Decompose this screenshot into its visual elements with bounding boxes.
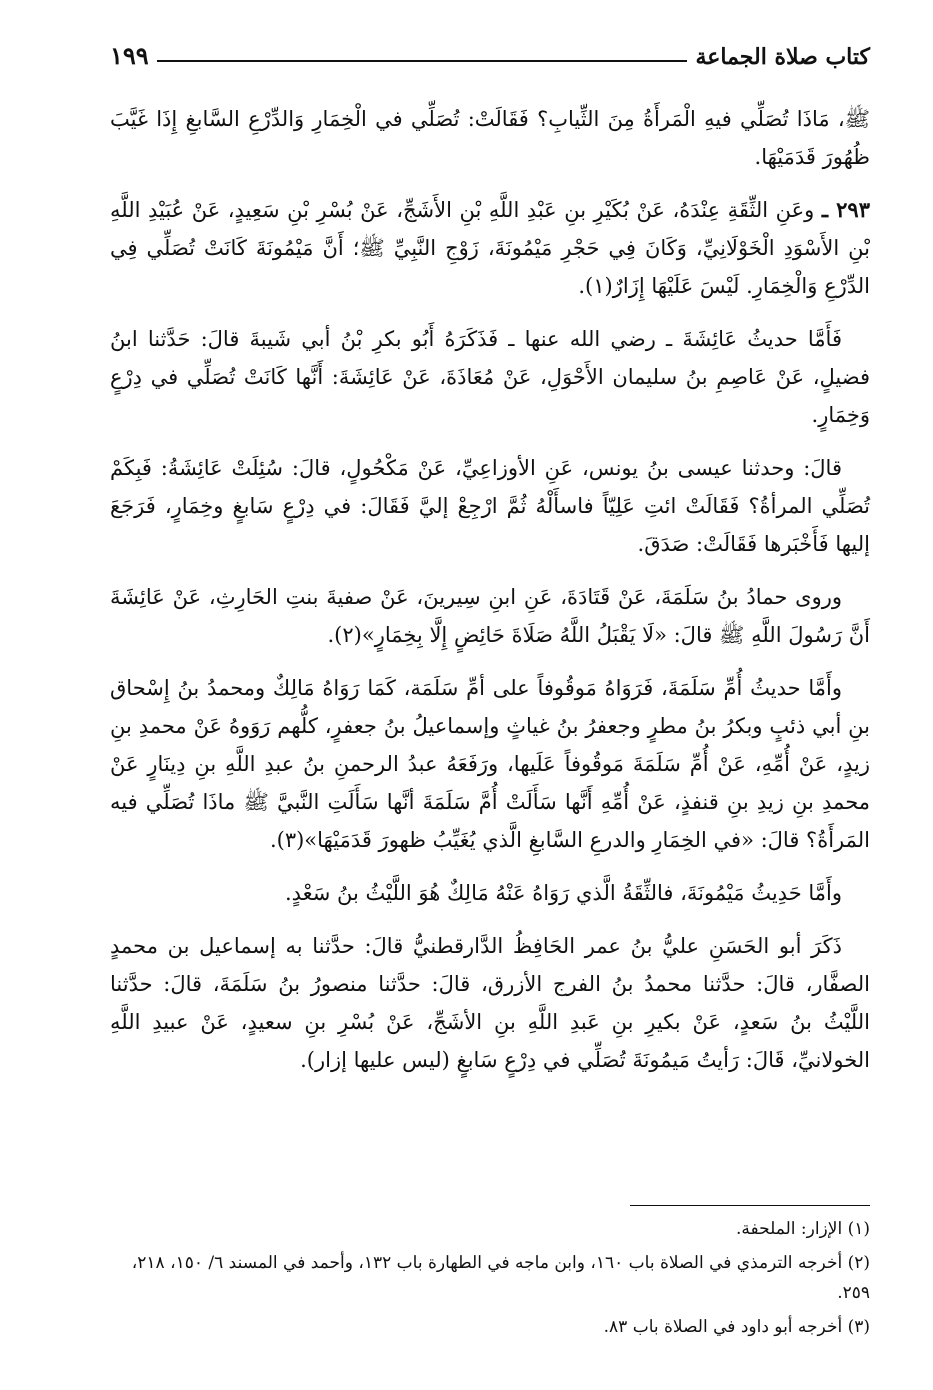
paragraph-3: فَأَمَّا حديثُ عَائِشَةَ ـ رضي الله عنها ـ فَذَكَرَهُ أَبُو بكرِ بْنُ أبي شَيبةَ قالَ: حَدَّثنا ابنُ فضيلٍ، عَنْ عَاصِمِ بنُ سليمان الأَحْوَلِ، عَنْ مُعَاذَةَ، عَنْ عَائِشَةَ: أَنَّها كَانَتْ تُصَلِّي في دِرْعٍ وَخِمَارٍ. — [110, 327, 870, 427]
main-text — [110, 100, 870, 1094]
paragraph-8: ذَكَرَ أبو الحَسَنِ عليُّ بنُ عمر الحَافِظُ الدَّارقطنيُّ قالَ: حدَّثنا به إسماعيل بن محمدٍ الصفَّار، قالَ: حدَّثنا محمدُ بنُ الفرج الأزرق، قالَ: حدَّثنا منصورُ بنُ سَلَمَةَ، قالَ: حدَّثنا اللَّيْثُ بنُ سَعدٍ، عَنْ بكيرِ بنِ عَبدِ اللَّهِ بنِ الأشَجِّ، عَنْ بُسْرِ بنِ سعيدٍ، عَنْ عبيدِ اللَّهِ الخولانيِّ، قَالَ: رَأيتُ مَيمُونَةَ تُصَلِّي في دِرْعٍ سَابغٍ (ليس عليها إزار). — [110, 934, 870, 1072]
paragraph-hadith-293 — [110, 191, 870, 305]
footnotes — [110, 1205, 870, 1346]
paragraph-7: وأَمَّا حَدِيثُ مَيْمُونَةَ، فالثِّقَةُ الَّذي رَوَاهُ عَنْهُ مَالِكٌ هُوَ اللَّيْثُ بنُ سَعْدٍ. — [284, 881, 842, 905]
header-rule — [157, 60, 688, 62]
paragraph-6: وأَمَّا حديثُ أُمِّ سَلَمَةَ، فَرَوَاهُ مَوقُوفاً على أمِّ سَلَمَة، كَمَا رَوَاهُ مَالِكٌ ومحمدُ بنُ إِسْحاق بنِ أبي ذئبٍ وبكرُ بنُ مطرٍ وجعفرُ بنُ غياثٍ وإسماعيلُ بنُ جعفرٍ، كلُّهم رَوَوهُ عَنْ محمدِ بنِ زيدٍ، عَنْ أُمِّهِ، عَنْ أُمِّ سَلَمَةَ مَوقُوفاً عَلَيها، ورَفَعَهُ عبدُ الرحمنِ بنُ عبدِ اللَّهِ بنِ دِينَارٍ عَنْ محمدِ بنِ زيدِ بنِ قنفذٍ، عَنْ أُمِّهِ أَنَّها سَأَلَتْ أُمَّ سَلَمَةَ أنَّها سَأَلَتِ النَّبيَّ ﷺ ماذَا تُصَلِّي فيه المَرأَةُ؟ قالَ: «في الخِمَارِ والدرعِ السَّابغِ الَّذي يُغَيِّبُ ظهورَ قَدَمَيْهَا»(٣). — [110, 676, 870, 852]
hadith-text: وعَنِ الثِّقَةِ عِنْدَهُ، عَنْ بُكَيْرِ بنِ عَبْدِ اللَّهِ بْنِ الأَشَجِّ، عَنْ بُسْرِ بْنِ سَعِيدٍ، عَنْ عُبَيْدِ اللَّهِ بْنِ الأَسْوَدِ الْخَوْلَانِيِّ، وَكَانَ فِي حَجْرِ مَيْمُونَةَ، زَوْجِ النَّبِيِّ ﷺ؛ أَنَّ مَيْمُونَةَ كَانَتْ تُصَلِّي فِي الدِّرْعِ وَالْخِمَارِ. لَيْسَ عَلَيْهَا إِزَارٌ(١). — [110, 198, 870, 298]
footnote-2: (٢) أخرجه الترمذي في الصلاة باب ١٦٠، وابن ماجه في الطهارة باب ١٣٢، وأحمد في المسند ٦/ ١٥٠، ٢١٨، ٢٥٩. — [131, 1253, 870, 1303]
footnote-3: (٣) أخرجه أبو داود في الصلاة باب ٨٣. — [603, 1317, 870, 1337]
page-header — [110, 28, 870, 68]
footnote-rule — [630, 1205, 870, 1206]
paragraph-1: ﷺ، مَاذَا تُصَلِّي فيهِ الْمَرأَةُ مِنَ الثِّيابِ؟ فَقَالَتْ: تُصَلِّي في الْخِمَارِ وَالدِّرْعِ السَّابغِ إِذَا غَيَّبَ ظُهُورَ قَدَمَيْهَا. — [110, 107, 870, 169]
footnote-1: (١) الإزار: الملحفة. — [736, 1219, 870, 1239]
paragraph-4: قالَ: وحدثنا عيسى بنُ يونس، عَنِ الأوزاعِيِّ، عَنْ مَكْحُولٍ، قالَ: سُئِلَتْ عَائِشَةُ: فَبِكَمْ تُصَلِّي المرأةُ؟ فَقَالَتْ ائتِ عَلِيّاً فاسأَلْهُ ثُمَّ ارْجِعْ إليَّ فَقَالَ: في دِرْعٍ سَابغٍ وخِمَارٍ، فَرَجَعَ إليها فَأَخْبَرها فَقَالَتْ: صَدَقَ. — [110, 456, 870, 556]
page-number: ١٩٩ — [110, 41, 149, 70]
chapter-title: كتاب صلاة الجماعة — [695, 44, 870, 70]
hadith-number: ٢٩٣ ـ — [821, 197, 870, 222]
paragraph-5: وروى حمادُ بنُ سَلَمَةَ، عَنْ قَتَادَةَ، عَنِ ابنِ سِيرينَ، عَنْ صفيةَ بنتِ الحَارِثِ، عَنْ عَائِشَةَ أَنَّ رَسُولَ اللَّهِ ﷺ قالَ: «لَا يَقْبَلُ اللَّهُ صَلَاةَ حَائِضٍ إِلَّا بِخِمَارٍ»(٢). — [110, 585, 870, 647]
